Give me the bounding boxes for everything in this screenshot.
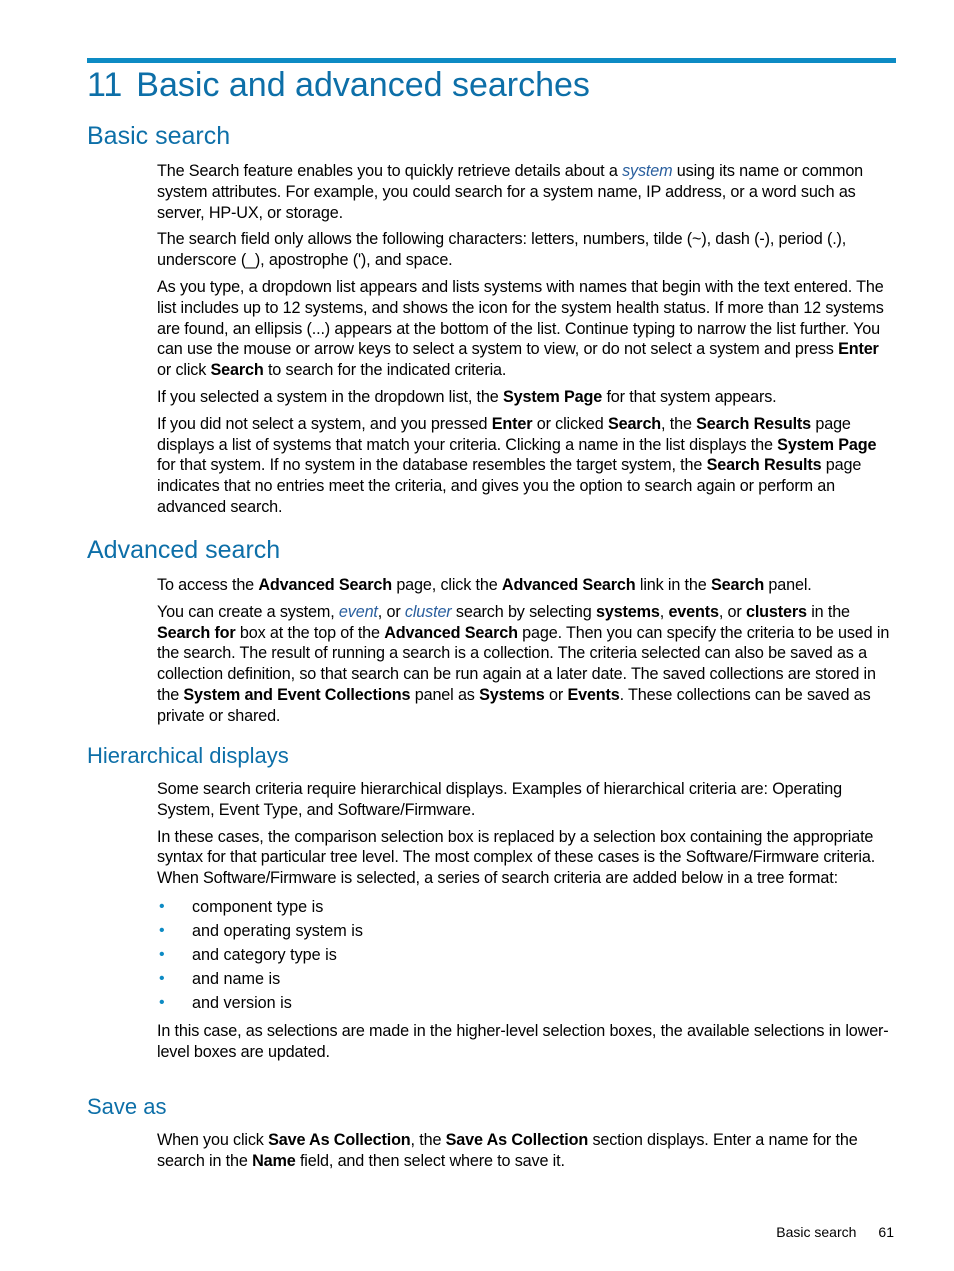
paragraph: To access the Advanced Search page, click the Advanced Search link in the Search panel. [157, 576, 812, 594]
section-heading-basic-search: Basic search [87, 122, 231, 150]
paragraph: In these cases, the comparison selection box is replaced by a selection box containing the appropriate syntax for that particular tree level. The most complex of these cases is the Software/Firmware criteria. When Software/Firmware is selected, a series of search criteria are added below in a tree format: [157, 827, 876, 888]
page-footer [776, 1223, 894, 1241]
list-item: • and name is [157, 967, 897, 991]
paragraph: If you did not select a system, and you pressed Enter or clicked Search, the Search Results page displays a list of systems that match your criteria. Clicking a name in the list displays the System Page for that system. If no system in the database resembles the target system, the Search Results page indicates that no entries meet the criteria, and gives you the option to search again or perform an advanced search. [157, 414, 877, 516]
section-heading-hierarchical-displays: Hierarchical displays [87, 743, 289, 768]
chapter-number: 11 [87, 66, 123, 104]
page-number: 61 [878, 1224, 894, 1240]
paragraph: As you type, a dropdown list appears and lists systems with names that begin with the text entered. The list includes up to 12 systems, and shows the icon for the system health status. If more than 12 systems are found, an ellipsis (...) appears at the bottom of the list. Continue typing to narrow the list further. You can use the mouse or arrow keys to select a system to view, or do not select a system and press Enter or click Search to search for the indicated criteria. [157, 277, 884, 380]
bullet-icon: • [159, 945, 165, 963]
paragraph: You can create a system, event, or cluster search by selecting systems, events, or clusters in the Search for box at the top of the Advanced Search page. Then you can specify the criteria to be used in the search. The result of running a search is a collection. The criteria selected can also be saved as a collection definition, so that search can be run again at a later date. The saved collections are stored in the System and Event Collections panel as Systems or Events. These collections can be saved as private or shared. [157, 602, 890, 725]
save-as-body [157, 1130, 897, 1178]
glossary-link-system[interactable]: system [622, 162, 673, 180]
paragraph: Some search criteria require hierarchical displays. Examples of hierarchical criteria are: Operating System, Event Type, and Software/Firmware. [157, 780, 842, 819]
paragraph: In this case, as selections are made in the higher-level selection boxes, the available selections in lower-level boxes are updated. [157, 1021, 889, 1061]
glossary-link-cluster[interactable]: cluster [404, 602, 452, 621]
paragraph: If you selected a system in the dropdown list, the System Page for that system appears. [157, 387, 777, 406]
bullet-icon: • [159, 921, 165, 939]
criteria-list [157, 895, 897, 1015]
bullet-icon: • [159, 897, 165, 915]
basic-search-body [157, 161, 897, 524]
chapter-title [87, 62, 590, 108]
list-item: • and operating system is [157, 919, 897, 943]
list-item: • and version is [157, 991, 897, 1015]
hierarchical-displays-body [157, 779, 897, 1069]
paragraph: The search field only allows the following characters: letters, numbers, tilde (~), dash (-), period (.), underscore (_), apostrophe ('), and space. [157, 230, 847, 270]
list-item: • component type is [157, 895, 897, 919]
list-item: • and category type is [157, 943, 897, 967]
bullet-icon: • [159, 993, 165, 1011]
section-heading-save-as: Save as [87, 1094, 167, 1119]
chapter-title-text: Basic and advanced searches [136, 66, 590, 104]
paragraph: When you click Save As Collection, the Save As Collection section displays. Enter a name for the search in the Name field, and then select where to save it. [157, 1131, 858, 1170]
section-heading-advanced-search: Advanced search [87, 536, 281, 564]
bullet-icon: • [159, 969, 165, 987]
glossary-link-event[interactable]: event [338, 602, 378, 621]
advanced-search-body [157, 575, 897, 733]
footer-section-name: Basic search [776, 1224, 857, 1240]
paragraph: The Search feature enables you to quickly retrieve details about a system using its name or common system attributes. For example, you could search for a system name, IP address, or a word such as server, HP-UX, or storage. [157, 162, 864, 222]
